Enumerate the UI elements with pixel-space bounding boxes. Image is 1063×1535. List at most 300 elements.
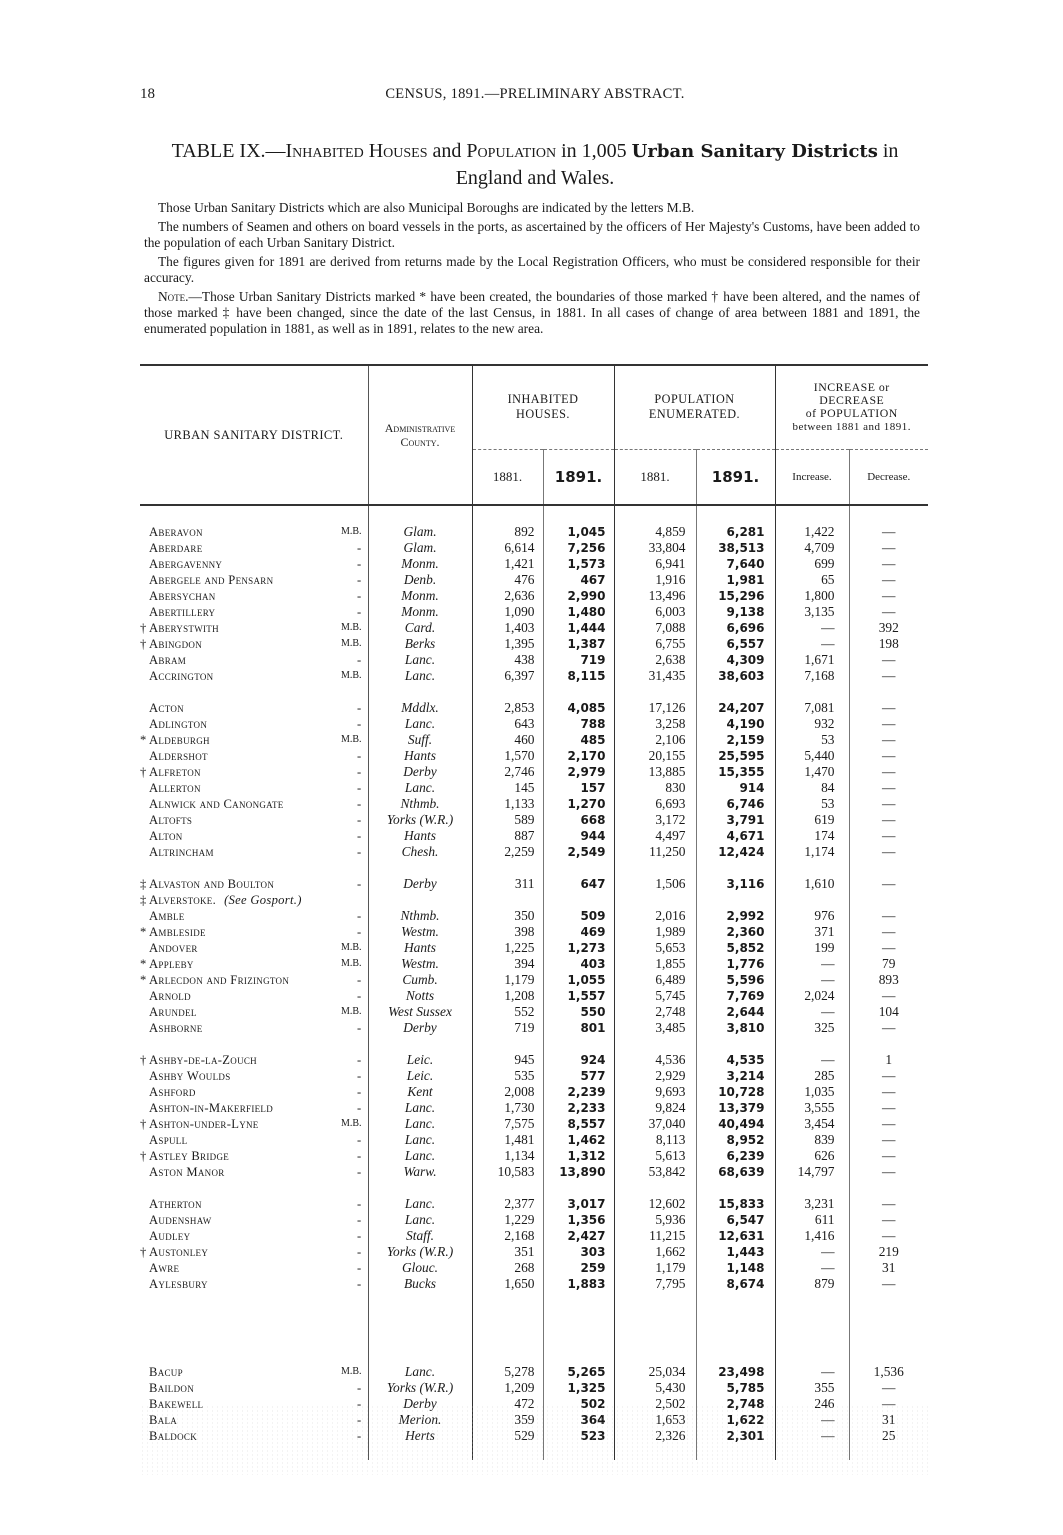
inc-cell: — [775,1428,849,1444]
h1891-cell: 647 [543,876,614,892]
leader-dash: - [357,989,362,1003]
municipal-borough-label: M.B. [340,622,362,633]
p1891-cell: 1,776 [696,956,775,972]
district-name: Bala [149,1413,178,1427]
district-name-cell [140,604,368,620]
municipal-borough-label: M.B. [340,958,362,969]
county-cell: Yorks (W.R.) [368,1244,472,1260]
dec-cell: — [849,876,928,892]
inc-cell: — [775,1004,849,1020]
inc-cell: 7,081 [775,700,849,716]
p1881-cell: 7,795 [614,1276,696,1292]
h1891-cell: 485 [543,732,614,748]
p1891-cell: 914 [696,780,775,796]
table-row [140,540,928,556]
table-row [140,636,928,652]
leader-dash: - [357,1085,362,1099]
inc-cell: — [775,636,849,652]
dec-cell: — [849,1276,928,1292]
header-population-line2: ENUMERATED. [648,407,741,422]
county-cell: Derby [368,876,472,892]
dec-cell: — [849,812,928,828]
page-number: 18 [140,86,155,102]
district-name: Awre [149,1261,180,1275]
county-cell: Kent [368,1084,472,1100]
district-name-cell [140,524,368,540]
header-houses-line1: INHABITED [507,392,579,407]
district-name: Bacup [149,1365,183,1379]
district-name-cell [140,572,368,588]
district-name-cell [140,716,368,732]
p1891-cell: 5,785 [696,1380,775,1396]
table-row [140,668,928,684]
leader-dash: - [357,701,362,715]
p1891-cell: 6,557 [696,636,775,652]
h1881-cell: 438 [472,652,543,668]
district-name-cell [140,1260,368,1276]
p1881-cell: 5,745 [614,988,696,1004]
district-marker: * [140,973,147,987]
h1891-cell: 364 [543,1412,614,1428]
district-marker: † [140,1117,147,1131]
table-row [140,716,928,732]
leader-dash: - [357,1261,362,1275]
h1881-cell: 460 [472,732,543,748]
p1891-cell: 2,360 [696,924,775,940]
h1891-cell: 1,573 [543,556,614,572]
note-figures-1891: The figures given for 1891 are derived from returns made by the Local Registration Officers, who must be considered responsible for their accuracy. [144,254,920,285]
leader-dash: - [357,557,362,571]
municipal-borough-label: M.B. [340,734,362,745]
leader-dash: - [357,1245,362,1259]
p1891-cell: 2,992 [696,908,775,924]
title-word-houses: Houses [368,140,428,162]
table-row [140,1004,928,1020]
h1891-cell: 668 [543,812,614,828]
inc-cell: 285 [775,1068,849,1084]
leader-dash: - [357,845,362,859]
h1881-cell: 145 [472,780,543,796]
county-cell: Derby [368,1020,472,1036]
title-word-and: and [427,140,467,162]
district-name: Altrincham [149,845,214,859]
dec-cell: — [849,1164,928,1180]
table-row [140,572,928,588]
dec-cell: 198 [849,636,928,652]
leader-dash: - [357,1149,362,1163]
table-row [140,1260,928,1276]
dec-cell: — [849,604,928,620]
page-header [140,86,930,108]
p1881-cell: 1,916 [614,572,696,588]
table-row [140,812,928,828]
dec-cell: 219 [849,1244,928,1260]
table-row [140,876,928,892]
district-marker: † [140,1053,147,1067]
county-cell [368,892,472,908]
county-cell: Staff. [368,1228,472,1244]
see-reference: (See Gosport.) [224,893,302,907]
district-marker: † [140,1245,147,1259]
county-cell: Cumb. [368,972,472,988]
county-cell: Lanc. [368,1196,472,1212]
header-population-1891: 1891. [696,449,775,504]
p1881-cell: 1,506 [614,876,696,892]
district-name-cell [140,1004,368,1020]
district-name: Ashton-under-Lyne [149,1117,259,1131]
district-name-cell [140,876,368,892]
header-increase-decrease [775,365,928,449]
title-word-in-count: in 1,005 [556,140,632,162]
p1881-cell: 53,842 [614,1164,696,1180]
title-word-in: in [877,140,899,162]
p1881-cell: 830 [614,780,696,796]
inc-cell: 976 [775,908,849,924]
table-header [140,365,928,505]
dec-cell: 79 [849,956,928,972]
district-name: Aberdare [149,541,203,555]
dec-cell: 1 [849,1052,928,1068]
header-population-enumerated [614,365,775,449]
district-name-cell [140,1068,368,1084]
table-row [140,556,928,572]
h1881-cell: 6,614 [472,540,543,556]
h1881-cell: 398 [472,924,543,940]
table-row [140,1116,928,1132]
h1891-cell: 523 [543,1428,614,1444]
leader-dash: - [357,1277,362,1291]
county-cell: Berks [368,636,472,652]
county-cell: Yorks (W.R.) [368,812,472,828]
district-name: Aspull [149,1133,188,1147]
table-row [140,1228,928,1244]
table-title-line-2: England and Wales. [455,167,615,189]
header-population-1881: 1881. [614,449,696,504]
title-word-population: Population [466,140,557,162]
inc-cell: 1,422 [775,524,849,540]
leader-dash: - [357,1133,362,1147]
h1881-cell: 2,259 [472,844,543,860]
h1891-cell: 2,170 [543,748,614,764]
inc-cell: 246 [775,1396,849,1412]
h1891-cell: 1,557 [543,988,614,1004]
leader-dash: - [357,813,362,827]
dec-cell: — [849,908,928,924]
h1881-cell: 1,403 [472,620,543,636]
p1881-cell: 9,824 [614,1100,696,1116]
district-name-cell [140,988,368,1004]
header-county [368,365,472,504]
leader-dash: - [357,829,362,843]
table-row [140,620,928,636]
table-row [140,1132,928,1148]
p1891-cell: 5,852 [696,940,775,956]
leader-dash: - [357,1381,362,1395]
dec-cell: — [849,732,928,748]
p1891-cell [696,892,775,908]
table-body [140,505,928,1460]
district-name: Amble [149,909,185,923]
p1881-cell [614,892,696,908]
district-name-cell [140,748,368,764]
h1891-cell: 303 [543,1244,614,1260]
title-prefix: TABLE IX.— [171,140,286,162]
county-cell: West Sussex [368,1004,472,1020]
table-row [140,1164,928,1180]
district-marker: † [140,637,147,651]
dec-cell: — [849,524,928,540]
p1881-cell: 5,653 [614,940,696,956]
leader-dash: - [357,541,362,555]
table-row [140,604,928,620]
dec-cell: — [849,1084,928,1100]
leader-dash: - [357,749,362,763]
table-row [140,796,928,812]
p1891-cell: 25,595 [696,748,775,764]
h1881-cell: 1,209 [472,1380,543,1396]
group-spacer [140,505,928,524]
h1891-cell: 1,480 [543,604,614,620]
district-name: Andover [149,941,198,955]
paper-texture [140,1405,930,1475]
inc-cell: 611 [775,1212,849,1228]
county-cell: Hants [368,748,472,764]
h1881-cell: 1,730 [472,1100,543,1116]
county-cell: Lanc. [368,1100,472,1116]
h1891-cell: 2,979 [543,764,614,780]
h1881-cell: 2,746 [472,764,543,780]
county-cell: Warw. [368,1164,472,1180]
p1881-cell: 2,016 [614,908,696,924]
district-name-cell [140,732,368,748]
district-name: Allerton [149,781,201,795]
district-name: Austonley [149,1245,209,1259]
district-name-cell [140,1212,368,1228]
county-cell: Yorks (W.R.) [368,1380,472,1396]
inc-cell: 619 [775,812,849,828]
county-cell: Glam. [368,524,472,540]
district-name-cell [140,828,368,844]
inc-cell: 7,168 [775,668,849,684]
h1891-cell: 1,387 [543,636,614,652]
p1881-cell: 13,496 [614,588,696,604]
district-name-cell [140,972,368,988]
leader-dash: - [357,877,362,891]
h1881-cell: 268 [472,1260,543,1276]
district-name-cell [140,812,368,828]
p1881-cell: 7,088 [614,620,696,636]
leader-dash: - [357,1069,362,1083]
h1891-cell: 719 [543,652,614,668]
h1891-cell: 2,549 [543,844,614,860]
dec-cell: — [849,1020,928,1036]
table-row [140,988,928,1004]
district-name: Adlington [149,717,208,731]
h1881-cell: 1,208 [472,988,543,1004]
district-name-cell [140,700,368,716]
p1881-cell: 6,941 [614,556,696,572]
header-houses-line2: HOUSES. [516,407,570,422]
census-table [140,364,928,1460]
h1881-cell: 945 [472,1052,543,1068]
h1881-cell: 394 [472,956,543,972]
district-name-cell [140,1052,368,1068]
district-name: Bakewell [149,1397,204,1411]
county-cell: Glouc. [368,1260,472,1276]
municipal-borough-label: M.B. [340,526,362,537]
p1881-cell: 1,653 [614,1412,696,1428]
h1881-cell: 887 [472,828,543,844]
p1891-cell: 68,639 [696,1164,775,1180]
district-name-cell [140,1020,368,1036]
h1891-cell: 1,356 [543,1212,614,1228]
district-name: Arlecdon and Frizington [149,973,290,987]
h1881-cell: 5,278 [472,1364,543,1380]
table-row [140,748,928,764]
h1881-cell: 472 [472,1396,543,1412]
table-row [140,1276,928,1292]
district-name-cell [140,668,368,684]
dec-cell: 392 [849,620,928,636]
h1881-cell: 1,395 [472,636,543,652]
p1891-cell: 8,674 [696,1276,775,1292]
leader-dash: - [357,765,362,779]
district-name-cell [140,940,368,956]
dec-cell: 1,536 [849,1364,928,1380]
district-name: Ashby-de-la-Zouch [149,1053,257,1067]
leader-dash: - [357,573,362,587]
p1881-cell: 3,485 [614,1020,696,1036]
table-row [140,972,928,988]
h1881-cell [472,892,543,908]
p1881-cell: 37,040 [614,1116,696,1132]
county-cell: Westm. [368,956,472,972]
county-cell: Lanc. [368,652,472,668]
table-row [140,1148,928,1164]
county-cell: Monm. [368,556,472,572]
county-cell: Lanc. [368,668,472,684]
h1881-cell: 643 [472,716,543,732]
leader-dash: - [357,1429,362,1443]
p1891-cell: 15,833 [696,1196,775,1212]
p1891-cell: 13,379 [696,1100,775,1116]
p1881-cell: 6,003 [614,604,696,620]
table-row [140,908,928,924]
table-row [140,1196,928,1212]
county-cell: Denb. [368,572,472,588]
p1881-cell: 20,155 [614,748,696,764]
dec-cell: 893 [849,972,928,988]
h1881-cell: 1,134 [472,1148,543,1164]
p1891-cell: 2,644 [696,1004,775,1020]
dec-cell: — [849,924,928,940]
dec-cell: — [849,572,928,588]
table-row [140,732,928,748]
h1891-cell: 1,444 [543,620,614,636]
h1891-cell: 1,045 [543,524,614,540]
county-cell: Suff. [368,732,472,748]
h1881-cell: 719 [472,1020,543,1036]
p1891-cell: 15,296 [696,588,775,604]
p1891-cell: 23,498 [696,1364,775,1380]
district-name: Abingdon [149,637,202,651]
inc-cell [775,892,849,908]
header-inhabited-houses [472,365,614,449]
municipal-borough-label: M.B. [340,1118,362,1129]
county-cell: Glam. [368,540,472,556]
p1891-cell: 2,301 [696,1428,775,1444]
header-district: URBAN SANITARY DISTRICT. [140,365,368,504]
district-name-cell [140,1244,368,1260]
header-population-line1: POPULATION [654,392,735,407]
p1891-cell: 10,728 [696,1084,775,1100]
h1891-cell: 1,325 [543,1380,614,1396]
district-name: Aston Manor [149,1165,225,1179]
table-row [140,1052,928,1068]
inc-cell: 3,135 [775,604,849,620]
h1891-cell: 1,883 [543,1276,614,1292]
inc-cell: 3,555 [775,1100,849,1116]
county-cell: Merion. [368,1412,472,1428]
dec-cell: — [849,988,928,1004]
dec-cell: — [849,1100,928,1116]
district-name: Aylesbury [149,1277,208,1291]
leader-dash: - [357,1101,362,1115]
inc-cell: 325 [775,1020,849,1036]
p1891-cell: 6,281 [696,524,775,540]
district-name: Abertillery [149,605,216,619]
table-row [140,1212,928,1228]
h1881-cell: 351 [472,1244,543,1260]
p1881-cell: 6,693 [614,796,696,812]
county-cell: Leic. [368,1052,472,1068]
district-name-cell [140,556,368,572]
district-name-cell [140,620,368,636]
h1881-cell: 1,421 [472,556,543,572]
district-name: Ashborne [149,1021,203,1035]
county-cell: Lanc. [368,1364,472,1380]
dec-cell: — [849,748,928,764]
district-name: Abram [149,653,187,667]
dec-cell: — [849,1068,928,1084]
table-row [140,700,928,716]
p1891-cell: 3,791 [696,812,775,828]
district-name-cell [140,1116,368,1132]
inc-cell: 1,174 [775,844,849,860]
leader-dash: - [357,925,362,939]
county-cell: Hants [368,940,472,956]
p1891-cell: 4,190 [696,716,775,732]
h1881-cell: 529 [472,1428,543,1444]
p1881-cell: 6,489 [614,972,696,988]
district-name: Baldock [149,1429,197,1443]
p1891-cell: 12,631 [696,1228,775,1244]
leader-dash: - [357,1213,362,1227]
table-row [140,1380,928,1396]
district-name: Astley Bridge [149,1149,230,1163]
header-change-line4: between 1881 and 1891. [792,420,912,433]
h1891-cell: 944 [543,828,614,844]
leader-dash: - [357,717,362,731]
county-cell: Bucks [368,1276,472,1292]
county-cell: Lanc. [368,1132,472,1148]
dec-cell: — [849,1396,928,1412]
h1891-cell: 469 [543,924,614,940]
leader-dash: - [357,1053,362,1067]
header-county-line1: Administrative [384,421,456,435]
district-name: Aldershot [149,749,208,763]
district-name: Alton [149,829,183,843]
